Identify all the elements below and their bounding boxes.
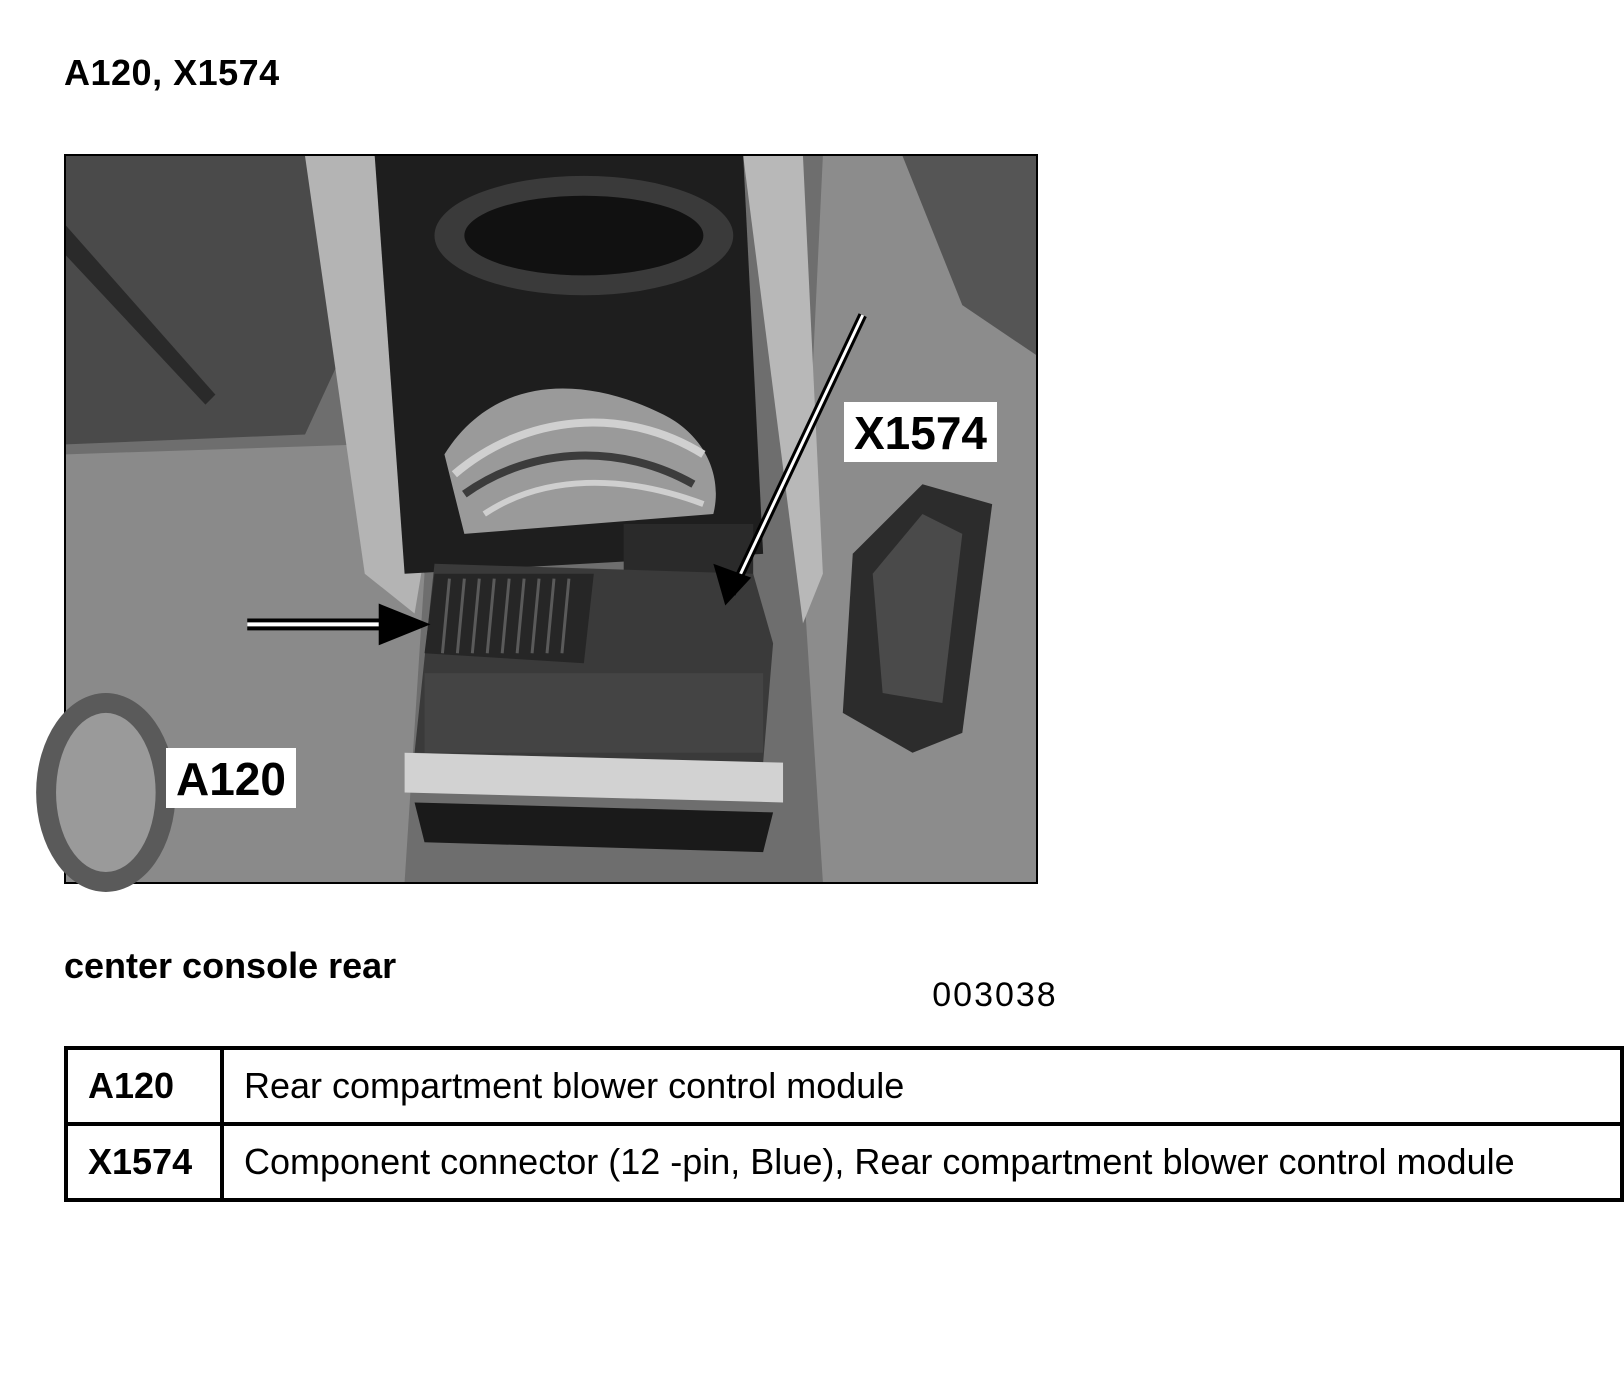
component-code-cell: X1574 xyxy=(66,1124,222,1200)
component-code-cell: A120 xyxy=(66,1048,222,1124)
photo-caption: center console rear xyxy=(64,945,397,986)
component-legend-table xyxy=(64,1046,1624,1202)
page-title: A120, X1574 xyxy=(64,52,280,93)
component-description-cell: Component connector (12 -pin, Blue), Rear compartment blower control module xyxy=(222,1124,1622,1200)
table-row xyxy=(66,1124,1622,1200)
table-row xyxy=(66,1048,1622,1124)
callout-label-x1574: X1574 xyxy=(844,402,997,462)
component-description-cell: Rear compartment blower control module xyxy=(222,1048,1622,1124)
callout-label-a120: A120 xyxy=(166,748,296,808)
image-number-label: 003038 xyxy=(906,968,1084,1022)
